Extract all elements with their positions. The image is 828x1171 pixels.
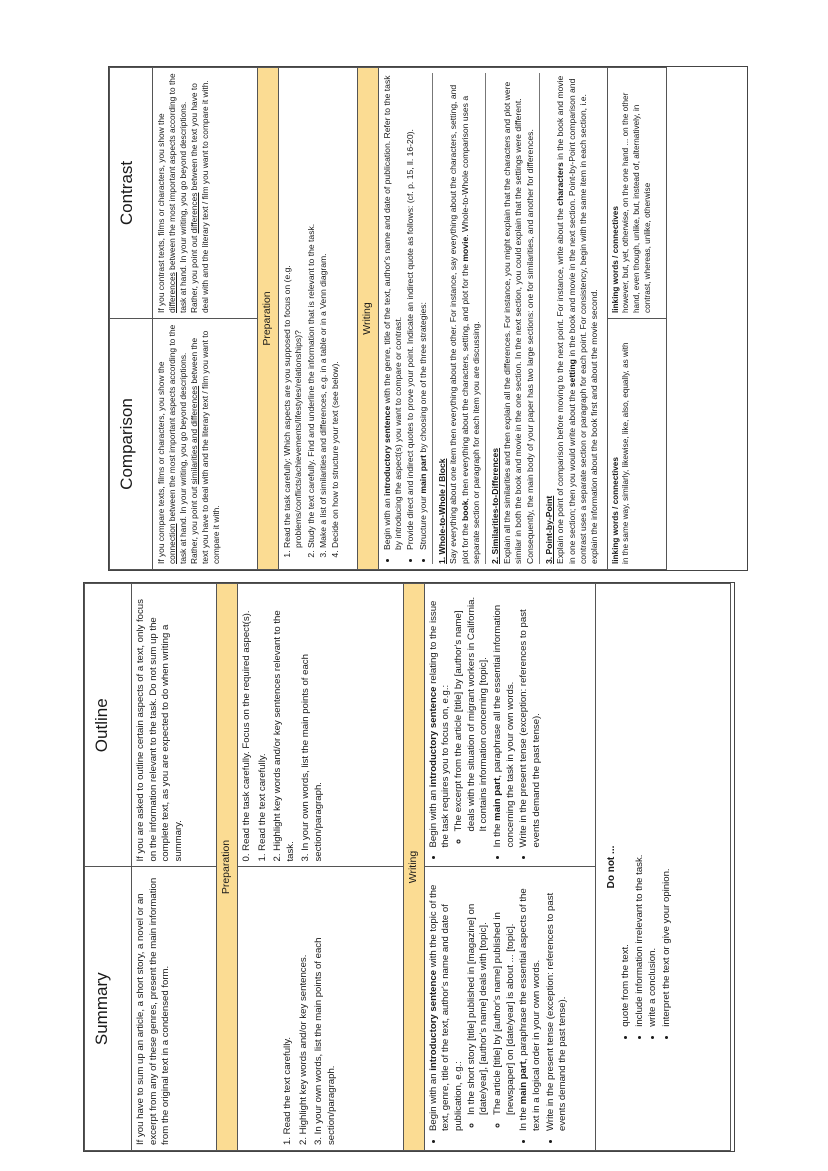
- text: . Whole-to-Whole comparison uses a separate section or paragraph for each item you are discussing.: [459, 95, 482, 564]
- bold-text: book: [459, 500, 470, 521]
- contrast-header: Contrast: [110, 68, 153, 319]
- underlined-text: differences: [189, 192, 200, 234]
- strategy-point-by-point: [540, 73, 604, 564]
- summary-prep-step: 3. In your own words, list the main points of each section/paragraph.: [313, 937, 337, 1145]
- summary-writing-tense-bullet: • Write in the present tense (exception: references to past events demand the past tense).: [545, 873, 570, 1132]
- outline-header: Outline: [85, 584, 132, 868]
- text: Structure your: [417, 493, 428, 550]
- text: between the most important aspects according to the task at hand. In your writing, you go beyond descriptions. Rather, you point out: [167, 73, 200, 313]
- text: Explain all the similarities and then explain all the differences. For instance, you might explain that the characters and plot were similar in both the book and movie in the one section. In the next section, you could explain that the settings were different. Consequently, the main body of your paper has two large sections: one for similarities, and another for differences.: [501, 81, 535, 564]
- linking-title: linking words / connectives: [610, 457, 620, 564]
- text: relating to the issue the task requires you to focus on, e.g.:: [427, 600, 452, 848]
- cc-preparation: [278, 68, 357, 570]
- text: Begin with an: [427, 787, 439, 848]
- summary-writing-main-bullet: [518, 873, 543, 1132]
- cc-writing-intro-bullet: [382, 73, 405, 550]
- do-not-item: • quote from the text.: [620, 693, 633, 1027]
- summary-example: ◦ In the short story [title] published in [magazine] on [date/year], [author's name] deals with [topic].: [466, 873, 491, 1116]
- preparation-band: Preparation: [217, 584, 238, 1151]
- strategy-whole-to-whole: [432, 73, 486, 564]
- outline-writing: [424, 584, 595, 868]
- cc-prep-step: 1. Read the task carefully: Which aspects are you supposed to focus on (e.g. problems/conflicts/achievements/lifestyles/relationships)?: [282, 73, 305, 548]
- comparison-contrast-table: [109, 67, 667, 570]
- outline-preparation: [237, 584, 403, 868]
- do-not-item: • interpret the text or give your opinion.: [661, 693, 674, 1027]
- do-not-item: • write a conclusion.: [647, 693, 660, 1027]
- bold-text: introductory sentence: [427, 969, 439, 1071]
- comparison-intro: [153, 319, 258, 570]
- summary-outline-sheet: [83, 582, 735, 1152]
- linking-title: linking words / connectives: [610, 206, 620, 313]
- text: If you contrast texts, films or characters, you show the: [156, 113, 166, 313]
- outline-intro: If you are asked to outline certain aspects of a text, only focus on the information relevant to the task. Do not sum up the complete text, as you are expected to do when writing a summary.: [132, 584, 217, 868]
- text: in the book and movie in the next section. Point-by-Point comparison and contrast uses a separate section or paragraph for each point. For consistency, begin with the same item in each section, i.e. explain the information about the book first and about the movie second.: [566, 78, 600, 564]
- outline-prep-step: 2. Highlight key words and/or key sentences relevant to the task.: [272, 610, 296, 862]
- summary-prep-step: 1. Read the text carefully.: [281, 1036, 293, 1145]
- summary-writing-intro-bullet: [428, 873, 518, 1132]
- bold-text: introductory sentence: [381, 405, 392, 497]
- text: Begin with an: [381, 496, 392, 550]
- text: by choosing one of the three strategies:: [417, 302, 428, 455]
- outline-prep-step: 1. Read the text carefully.: [256, 753, 268, 862]
- summary-intro: If you have to sum up an article, a short story, a novel or an excerpt from any of these genres, present the main information from the original text in a condensed form.: [132, 867, 217, 1151]
- underlined-text: similarities and differences: [189, 385, 200, 485]
- outline-writing-tense-bullet: • Write in the present tense (exception: references to past events demand the past tense).: [518, 589, 543, 848]
- strategy-title: 3. Point-by-Point: [543, 495, 554, 564]
- cc-prep-step: 2. Study the text carefully. Find and underline the information that is relevant to the task.: [306, 73, 317, 548]
- text: , paraphrase the essential aspects of the text in a logical order in your own words.: [518, 888, 542, 1131]
- do-not-item: • include information irrelevant to the task.: [634, 693, 647, 1027]
- underlined-text: differences: [167, 272, 178, 313]
- bold-text: main part: [518, 1061, 530, 1105]
- text: In the: [518, 1104, 530, 1131]
- text: in the book and movie in one section; then you would write about the: [555, 75, 577, 564]
- cc-writing: [378, 68, 607, 570]
- text: In the: [492, 820, 503, 848]
- writing-band: Writing: [403, 584, 424, 1151]
- text: , paraphrase all the essential information concerning the task in your own words.: [492, 604, 516, 848]
- cc-prep-step: 4. Decide on how to structure your text (see below).: [330, 73, 341, 548]
- cc-prep-step: 3. Make a list of similarities and differences, e.g. in a table or in a Venn diagram.: [318, 73, 329, 548]
- comparison-header: Comparison: [110, 319, 153, 570]
- bold-text: setting: [566, 359, 577, 388]
- text: between the text you have to deal with and the literary text / film you want to compare it with.: [189, 80, 211, 313]
- text: Say everything about one item then everything about the other. For instance, say everything about the characters, setting, and plot for the: [448, 84, 470, 564]
- cc-writing-quote-bullet: • Provide direct and indirect quotes to prove your point. Indicate an indirect quote as follows: (cf. p. 15, ll. 16-20).: [405, 73, 416, 550]
- bold-text: movie: [459, 236, 470, 262]
- summary-prep-step: 2. Highlight key words and/or key sentences.: [297, 954, 309, 1145]
- text: Begin with an: [427, 1070, 439, 1131]
- text: If you compare texts, films or characters, you show the: [156, 361, 166, 564]
- cc-writing-structure-bullet: [418, 73, 429, 550]
- text: between the most important aspects according to the task at hand. In your writing, you go beyond descriptions. Rather, you point out: [167, 324, 200, 564]
- underlined-text: connection: [167, 523, 178, 564]
- text: with the genre, title of the text, author's name and date of publication. Refer to the task by introducing the aspect(s) you want to compare or contrast.: [381, 75, 404, 550]
- text: with the topic of the text, genre, title of the text, author's name and date of publication, e.g.:: [427, 884, 465, 1131]
- contrast-linking-words: [607, 68, 666, 319]
- summary-writing: [424, 867, 595, 1151]
- summary-header: Summary: [85, 867, 132, 1151]
- text: Explain one point of comparison before moving to the next point. For instance, write about the: [555, 205, 566, 564]
- comparison-contrast-sheet: [108, 66, 748, 571]
- contrast-intro: [153, 68, 258, 319]
- summary-example: ◦ The article [title] by [author's name] published in [newspaper] on [date/year] is about ... [topic].: [492, 873, 517, 1116]
- writing-band: Writing: [357, 68, 378, 570]
- outline-prep-step: 0. Read the task carefully. Focus on the required aspect(s).: [240, 610, 252, 862]
- text: , then everything about the characters, setting, and plot for the: [459, 261, 470, 501]
- do-not-section: [595, 584, 730, 1151]
- do-not-title: Do not ...: [605, 845, 617, 889]
- text: between the text you have to deal with and the literary text / film you want to compare it with.: [189, 330, 222, 564]
- strategy-similarities-to-differences: [486, 73, 539, 564]
- linking-words: however, but, yet, otherwise, on the one hand ... on the other hand, even though, unlike, but, instead of, alternatively, in contrast, whereas, unlike, otherwise: [621, 92, 653, 313]
- outline-writing-intro-bullet: [428, 589, 491, 848]
- outline-writing-main-bullet: [492, 589, 517, 848]
- strategy-title: 1. Whole-to-Whole / Block: [437, 458, 448, 564]
- summary-outline-table: [84, 583, 731, 1151]
- bold-text: characters: [555, 162, 566, 206]
- outline-example: ◦ The excerpt from the article [title] by [author's name] deals with the situation of migrant workers in California. It contains information concerning [topic].: [453, 589, 491, 832]
- preparation-band: Preparation: [258, 68, 279, 570]
- bold-text: introductory sentence: [427, 686, 439, 788]
- bold-text: main part: [417, 454, 428, 494]
- outline-prep-step: 3. In your own words, list the main points of each section/paragraph.: [300, 654, 325, 862]
- linking-words: in the same way, similarly, likewise, like, also, equally, as with: [621, 342, 631, 564]
- bold-text: main part: [492, 777, 503, 821]
- strategy-title: 2. Similarities-to-Differences: [490, 447, 501, 564]
- comparison-linking-words: [607, 319, 666, 570]
- summary-preparation: [237, 867, 403, 1151]
